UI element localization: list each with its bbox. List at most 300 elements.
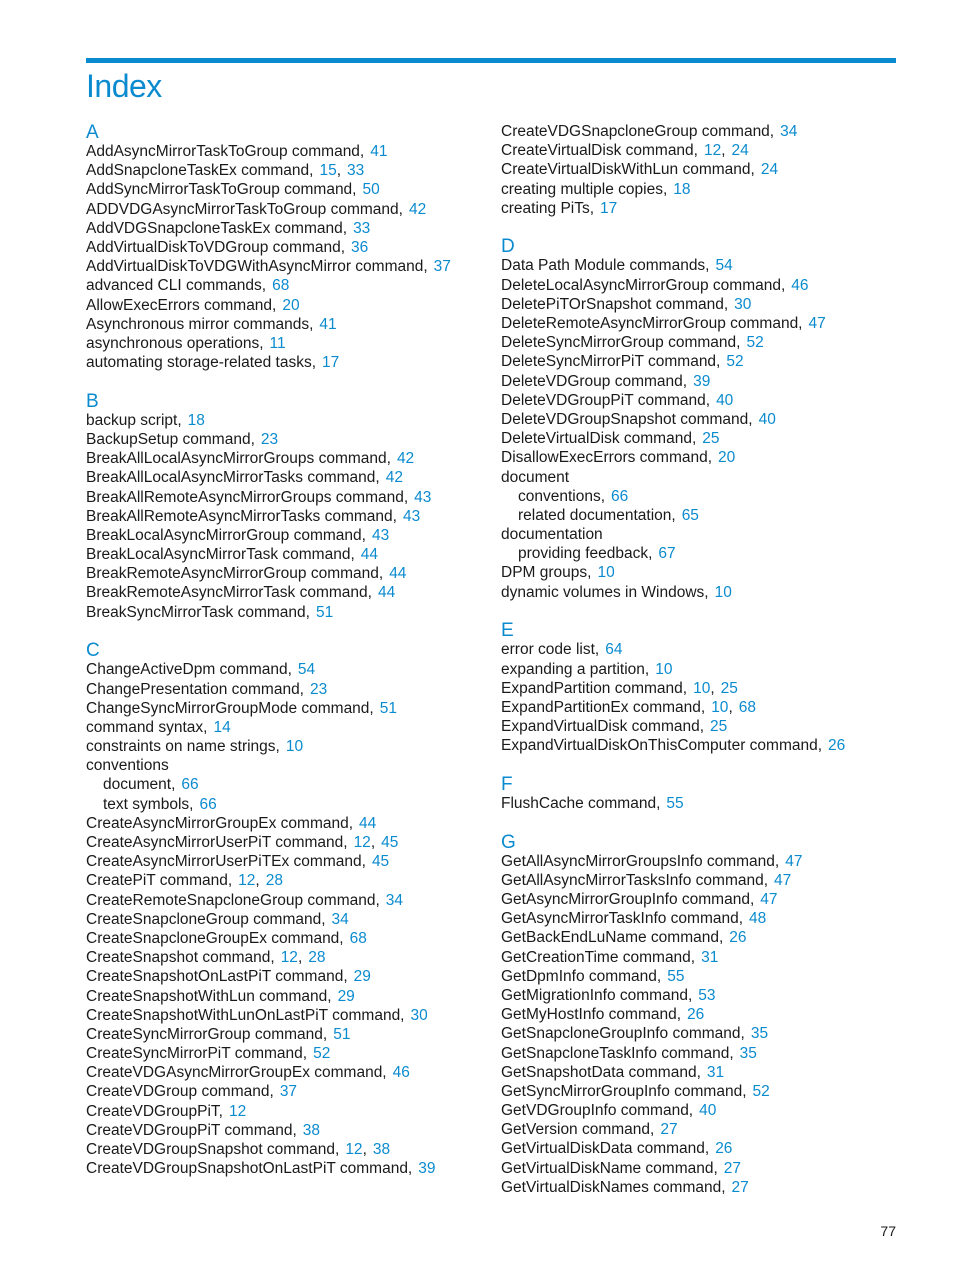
index-entry (501, 410, 896, 429)
index-entry (501, 736, 896, 755)
page-reference-link[interactable]: 51 (379, 699, 397, 717)
entry-term: BreakAllLocalAsyncMirrorTasks command, (86, 469, 380, 487)
index-entry (501, 640, 896, 659)
entry-term: CreateAsyncMirrorUserPiT command, (86, 834, 348, 851)
index-entry (86, 257, 486, 276)
page-reference-link[interactable]: 34 (780, 123, 798, 140)
page-reference-link[interactable]: 45 (371, 853, 390, 871)
index-entry (86, 929, 486, 948)
entry-term: GetSnapcloneGroupInfo command, (501, 1025, 745, 1043)
entry-term: DeleteVDGroupPiT command, (501, 391, 711, 409)
page-reference-link[interactable]: 31 (701, 948, 719, 966)
index-entry (86, 603, 486, 622)
page-reference-link[interactable]: 42 (408, 200, 427, 218)
page-reference-link[interactable]: 38 (302, 1121, 321, 1139)
page-reference-link[interactable]: 54 (715, 257, 733, 275)
index-entry (501, 352, 896, 371)
entry-term: document, (103, 776, 176, 794)
section-letter: G (501, 831, 516, 853)
index-entry (86, 891, 486, 910)
entry-term: CreateAsyncMirrorGroupEx command, (86, 814, 354, 832)
entry-term: GetDpmInfo command, (501, 967, 662, 985)
top-rule (86, 58, 896, 63)
page-reference-link[interactable]: 44 (359, 814, 377, 832)
page-reference-link[interactable]: 12 (280, 949, 298, 967)
page-reference-link[interactable]: 26 (729, 929, 747, 947)
index-entry (501, 429, 896, 448)
page-reference-link[interactable]: 24 (731, 142, 749, 160)
page-reference-link[interactable]: 43 (371, 526, 390, 544)
index-entry (501, 525, 896, 544)
entry-term: CreateVDGroupPiT command, (86, 1121, 297, 1139)
index-entry (501, 468, 896, 487)
index-entry (501, 1178, 896, 1197)
index-entry (86, 1159, 486, 1178)
index-entry (501, 1159, 896, 1178)
entry-term: BreakAllRemoteAsyncMirrorGroups command, (86, 488, 409, 506)
page-reference-link[interactable]: 68 (349, 929, 367, 947)
page-reference-link[interactable]: 47 (785, 852, 803, 870)
page-reference-link[interactable]: 28 (265, 872, 283, 890)
entry-term: constraints on name strings, (86, 738, 280, 756)
index-entry (501, 717, 896, 736)
index-entry (86, 449, 486, 468)
entry-term: DisallowExecErrors command, (501, 449, 713, 467)
index-section-b (86, 391, 486, 622)
page-reference-link[interactable]: 66 (181, 776, 199, 794)
page-reference-link[interactable]: 15 (319, 162, 337, 180)
entry-term: DeleteRemoteAsyncMirrorGroup command, (501, 315, 803, 332)
ref-separator: , (297, 949, 303, 967)
entry-term: Data Path Module commands, (501, 257, 710, 275)
page-reference-link[interactable]: 10 (714, 583, 732, 601)
index-entry (86, 200, 486, 219)
entry-term: CreateSnapcloneGroup command, (86, 910, 326, 928)
page-reference-link[interactable]: 27 (660, 1121, 678, 1139)
entry-term: BreakRemoteAsyncMirrorTask command, (86, 584, 372, 602)
page-reference-link[interactable]: 44 (377, 584, 396, 602)
entry-term: Asynchronous mirror commands, (86, 315, 314, 333)
index-entry (501, 295, 896, 314)
index-entry (501, 1005, 896, 1024)
page-reference-link[interactable]: 51 (333, 1025, 351, 1043)
page-reference-link[interactable]: 11 (269, 334, 286, 352)
index-entry (86, 737, 486, 756)
index-subentry (501, 506, 896, 525)
page-reference-link[interactable]: 43 (414, 488, 432, 506)
index-column-left (86, 122, 486, 1178)
entry-term: BreakLocalAsyncMirrorTask command, (86, 546, 355, 564)
entry-term: CreateSnapshotWithLun command, (86, 987, 332, 1005)
entry-term: conventions (86, 757, 169, 775)
entry-term: BreakLocalAsyncMirrorGroup command, (86, 526, 366, 544)
page-reference-link[interactable]: 52 (726, 353, 744, 371)
index-entry (86, 219, 486, 238)
section-letter: D (501, 236, 515, 258)
index-entry (86, 315, 486, 334)
page-reference-link[interactable]: 28 (308, 949, 326, 967)
page-reference-link[interactable]: 41 (319, 315, 337, 333)
entry-term: BreakAllLocalAsyncMirrorGroups command, (86, 450, 391, 468)
index-entry (86, 161, 486, 180)
entry-term: CreateVDGAsyncMirrorGroupEx command, (86, 1064, 387, 1082)
page-reference-link[interactable]: 29 (353, 968, 371, 986)
entry-term: ChangePresentation command, (86, 680, 304, 698)
index-entry (501, 1063, 896, 1082)
page-reference-link[interactable]: 12 (228, 1102, 247, 1120)
page-reference-link[interactable]: 37 (433, 258, 451, 276)
entry-term: conventions, (518, 487, 606, 505)
page-reference-link[interactable]: 26 (828, 737, 846, 755)
page-reference-link[interactable]: 67 (658, 545, 676, 563)
page-reference-link[interactable]: 17 (322, 354, 340, 372)
ref-separator: , (362, 1141, 367, 1158)
index-entry (501, 160, 896, 179)
entry-term: ExpandPartitionEx command, (501, 698, 706, 716)
index-entry (86, 1082, 486, 1101)
entry-term: GetVirtualDiskNames command, (501, 1178, 726, 1196)
entry-term: GetMyHostInfo command, (501, 1006, 682, 1024)
page-reference-link[interactable]: 18 (673, 180, 691, 198)
page-reference-link[interactable]: 66 (199, 795, 217, 813)
page-reference-link[interactable]: 10 (711, 698, 729, 716)
index-entry (86, 411, 486, 430)
index-entry (86, 583, 486, 602)
ref-separator: , (336, 162, 342, 180)
page-reference-link[interactable]: 54 (297, 661, 316, 679)
page-reference-link[interactable]: 17 (600, 199, 618, 217)
index-entry (501, 314, 896, 333)
page-reference-link[interactable]: 52 (752, 1082, 770, 1100)
page-reference-link[interactable]: 68 (272, 277, 290, 295)
page-reference-link[interactable]: 65 (681, 506, 699, 524)
page-reference-link[interactable]: 26 (687, 1006, 705, 1024)
index-section-f (501, 774, 896, 813)
entry-term: ExpandVirtualDisk command, (501, 718, 705, 736)
page-reference-link[interactable]: 47 (808, 315, 826, 332)
page-reference-link[interactable]: 51 (315, 603, 334, 621)
index-entry (501, 141, 896, 160)
entry-term: related documentation, (518, 506, 676, 524)
page-reference-link[interactable]: 47 (760, 891, 778, 908)
entry-term: FlushCache command, (501, 794, 661, 812)
page-reference-link[interactable]: 44 (389, 565, 407, 583)
index-entry (86, 852, 486, 871)
section-letter: C (86, 640, 100, 662)
entry-term: expanding a partition, (501, 660, 650, 678)
entry-term: CreateRemoteSnapcloneGroup command, (86, 891, 380, 909)
entry-term: ExpandVirtualDiskOnThisComputer command, (501, 737, 823, 755)
index-entry (86, 296, 486, 315)
entry-term: AddAsyncMirrorTaskToGroup command, (86, 143, 365, 160)
index-entry (501, 1139, 896, 1158)
entry-term: creating PiTs, (501, 199, 595, 217)
page-reference-link[interactable]: 43 (402, 507, 421, 525)
page-reference-link[interactable]: 35 (750, 1025, 769, 1043)
entry-term: GetVersion command, (501, 1121, 655, 1139)
entry-term: GetVDGroupInfo command, (501, 1102, 694, 1120)
index-entry (501, 563, 896, 582)
page-reference-link[interactable]: 26 (715, 1140, 733, 1158)
index-entry (86, 353, 486, 372)
entry-term: CreateVirtualDiskWithLun command, (501, 161, 755, 179)
page-reference-link[interactable]: 68 (738, 698, 756, 716)
page-reference-link[interactable]: 33 (347, 162, 365, 180)
page-reference-link[interactable]: 36 (351, 238, 369, 256)
entry-term: BreakRemoteAsyncMirrorGroup command, (86, 565, 384, 583)
index-entry (86, 814, 486, 833)
index-entry (501, 276, 896, 295)
entry-term: DeleteVDGroupSnapshot command, (501, 410, 753, 428)
index-entry (86, 180, 486, 199)
page-reference-link[interactable]: 25 (710, 718, 728, 736)
entry-term: AddVDGSnapcloneTaskEx command, (86, 219, 348, 237)
index-entry (501, 256, 896, 275)
index-entry (86, 1044, 486, 1063)
entry-term: CreateAsyncMirrorUserPiTEx command, (86, 853, 366, 871)
page-reference-link[interactable]: 39 (418, 1160, 436, 1178)
entry-term: ADDVDGAsyncMirrorTaskToGroup command, (86, 200, 403, 218)
page-reference-link[interactable]: 25 (702, 430, 720, 448)
entry-term: ChangeActiveDpm command, (86, 661, 292, 679)
entry-term: BreakSyncMirrorTask command, (86, 603, 310, 621)
page-reference-link[interactable]: 30 (734, 295, 752, 313)
entry-term: CreateVDGroupSnapshot command, (86, 1141, 340, 1158)
index-entry (86, 1102, 486, 1121)
entry-term: GetAllAsyncMirrorGroupsInfo command, (501, 852, 780, 870)
page-reference-link[interactable]: 20 (282, 296, 300, 314)
page-reference-link[interactable]: 27 (731, 1178, 749, 1196)
page-reference-link[interactable]: 41 (370, 143, 388, 160)
page-reference-link[interactable]: 20 (718, 449, 736, 467)
page-reference-link[interactable]: 18 (187, 411, 205, 429)
entry-term: ExpandPartition command, (501, 679, 688, 697)
page-reference-link[interactable]: 10 (597, 564, 615, 582)
entry-term: GetMigrationInfo command, (501, 986, 693, 1004)
index-entry (86, 545, 486, 564)
index-entry (501, 1044, 896, 1063)
ref-separator: , (721, 142, 726, 160)
entry-term: dynamic volumes in Windows, (501, 583, 709, 601)
index-entry (501, 948, 896, 967)
ref-separator: , (728, 698, 733, 716)
entry-term: error code list, (501, 641, 600, 659)
index-section-e (501, 620, 896, 755)
index-entry (86, 526, 486, 545)
page-reference-link[interactable]: 12 (345, 1141, 363, 1158)
entry-term: documentation (501, 526, 603, 544)
entry-term: asynchronous operations, (86, 334, 264, 352)
index-entry (86, 238, 486, 257)
entry-term: BreakAllRemoteAsyncMirrorTasks command, (86, 507, 397, 525)
page-reference-link[interactable]: 14 (213, 718, 231, 736)
page-reference-link[interactable]: 39 (693, 372, 711, 390)
index-entry (86, 718, 486, 737)
entry-term: DeleteVirtualDisk command, (501, 430, 697, 448)
entry-term: CreateVDGroupSnapshotOnLastPiT command, (86, 1160, 413, 1178)
page-reference-link[interactable]: 25 (720, 679, 738, 697)
page-reference-link[interactable]: 10 (285, 738, 304, 756)
page-reference-link[interactable]: 53 (698, 986, 716, 1004)
entry-term: CreateSyncMirrorPiT command, (86, 1045, 308, 1063)
index-entry (86, 833, 486, 852)
page-reference-link[interactable]: 27 (723, 1159, 742, 1177)
page-reference-link[interactable]: 23 (260, 430, 279, 448)
page-reference-link[interactable]: 64 (605, 641, 623, 659)
page-reference-link[interactable]: 46 (392, 1064, 410, 1082)
page-reference-link[interactable]: 10 (655, 660, 673, 678)
page-reference-link[interactable]: 52 (746, 334, 764, 352)
page-reference-link[interactable]: 50 (362, 181, 380, 199)
page-reference-link[interactable]: 42 (385, 469, 403, 487)
page-reference-link[interactable]: 55 (667, 967, 685, 985)
index-entry (86, 987, 486, 1006)
page-reference-link[interactable]: 29 (337, 987, 355, 1005)
entry-term: AddSnapcloneTaskEx command, (86, 162, 314, 180)
entry-term: GetAsyncMirrorTaskInfo command, (501, 910, 744, 928)
section-letter: F (501, 773, 513, 795)
index-entry (86, 871, 486, 890)
index-entry (501, 909, 896, 928)
page-reference-link[interactable]: 10 (693, 679, 711, 697)
entry-term: GetCreationTime command, (501, 948, 696, 966)
section-letter: A (86, 122, 99, 143)
index-entry (86, 1063, 486, 1082)
page-reference-link[interactable]: 52 (313, 1045, 331, 1063)
page-reference-link[interactable]: 40 (758, 410, 776, 428)
index-entry (501, 583, 896, 602)
index-section-d (501, 236, 896, 601)
index-subentry (86, 775, 486, 794)
page-reference-link[interactable]: 48 (749, 910, 767, 928)
entry-term: GetAllAsyncMirrorTasksInfo command, (501, 871, 769, 889)
entry-term: DPM groups, (501, 564, 592, 582)
index-entry (86, 488, 486, 507)
page-reference-link[interactable]: 37 (279, 1083, 298, 1101)
page-reference-link[interactable]: 31 (706, 1063, 725, 1081)
entry-term: CreateSnapshotOnLastPiT command, (86, 968, 348, 986)
index-entry (86, 468, 486, 487)
page-reference-link[interactable]: 55 (666, 794, 684, 812)
page-reference-link[interactable]: 34 (331, 910, 349, 928)
ref-separator: , (370, 834, 376, 851)
entry-term: CreateVDGroupPiT, (86, 1102, 223, 1120)
page-reference-link[interactable]: 35 (739, 1044, 757, 1062)
index-entry (501, 333, 896, 352)
index-entry (86, 1140, 486, 1159)
index-entry (501, 871, 896, 890)
index-section-continued (501, 122, 896, 218)
index-entry (86, 756, 486, 775)
index-entry (501, 660, 896, 679)
index-section-g (501, 832, 896, 1197)
page-reference-link[interactable]: 47 (774, 871, 792, 889)
index-subentry (501, 487, 896, 506)
index-entry (501, 391, 896, 410)
index-entry (501, 1101, 896, 1120)
page-reference-link[interactable]: 30 (410, 1006, 428, 1024)
index-column-right (501, 122, 896, 1197)
entry-term: GetVirtualDiskName command, (501, 1159, 718, 1177)
page-reference-link[interactable]: 45 (381, 834, 399, 851)
entry-term: GetBackEndLuName command, (501, 929, 724, 947)
page-reference-link[interactable]: 44 (360, 546, 379, 564)
entry-term: advanced CLI commands, (86, 277, 267, 295)
entry-term: backup script, (86, 411, 182, 429)
index-entry (86, 430, 486, 449)
page-reference-link[interactable]: 40 (699, 1102, 717, 1120)
index-entry (86, 1121, 486, 1140)
entry-term: CreateSnapshot command, (86, 949, 275, 967)
index-entry (86, 967, 486, 986)
page-reference-link[interactable]: 42 (396, 450, 415, 468)
page-reference-link[interactable]: 24 (760, 161, 779, 179)
index-entry (86, 1006, 486, 1025)
index-entry (86, 142, 486, 161)
entry-term: GetSyncMirrorGroupInfo command, (501, 1082, 747, 1100)
entry-term: document (501, 468, 570, 486)
entry-term: creating multiple copies, (501, 180, 668, 198)
page-number: 77 (880, 1223, 896, 1239)
entry-term: AddSyncMirrorTaskToGroup command, (86, 181, 357, 199)
page-reference-link[interactable]: 12 (353, 834, 371, 851)
index-entry (86, 507, 486, 526)
entry-term: CreateSyncMirrorGroup command, (86, 1025, 328, 1043)
page-reference-link[interactable]: 12 (703, 142, 722, 160)
index-entry (501, 1082, 896, 1101)
entry-term: AllowExecErrors command, (86, 296, 277, 314)
page-reference-link[interactable]: 40 (716, 391, 734, 409)
page-reference-link[interactable]: 33 (353, 219, 371, 237)
entry-term: ChangeSyncMirrorGroupMode command, (86, 699, 374, 717)
page-reference-link[interactable]: 12 (238, 872, 256, 890)
entry-term: text symbols, (103, 795, 194, 813)
index-entry (86, 680, 486, 699)
index-entry (86, 910, 486, 929)
entry-term: AddVirtualDiskToVDGroup command, (86, 238, 346, 256)
index-section-a (86, 122, 486, 372)
index-entry (86, 660, 486, 679)
index-entry (501, 794, 896, 813)
entry-term: CreateVDGroup command, (86, 1083, 274, 1101)
index-entry (501, 448, 896, 467)
index-entry (86, 699, 486, 718)
page-reference-link[interactable]: 23 (310, 680, 328, 698)
index-entry (501, 679, 896, 698)
entry-term: DeletePiTOrSnapshot command, (501, 295, 729, 313)
index-entry (86, 276, 486, 295)
entry-term: CreateSnapcloneGroupEx command, (86, 929, 344, 947)
entry-term: BackupSetup command, (86, 430, 255, 448)
entry-term: GetAsyncMirrorGroupInfo command, (501, 891, 755, 908)
page-reference-link[interactable]: 34 (385, 891, 404, 909)
page-reference-link[interactable]: 38 (372, 1141, 391, 1158)
index-entry (86, 334, 486, 353)
index-entry (501, 928, 896, 947)
entry-term: DeleteSyncMirrorPiT command, (501, 353, 721, 371)
page-title: Index (86, 68, 162, 104)
entry-term: GetVirtualDiskData command, (501, 1140, 710, 1158)
entry-term: providing feedback, (518, 545, 653, 563)
entry-term: automating storage-related tasks, (86, 354, 317, 372)
index-section-c (86, 640, 486, 1178)
index-entry (501, 967, 896, 986)
index-entry (501, 1120, 896, 1139)
page-reference-link[interactable]: 46 (791, 276, 809, 294)
entry-term: GetSnapcloneTaskInfo command, (501, 1044, 734, 1062)
section-letter: E (501, 620, 514, 642)
page-reference-link[interactable]: 66 (611, 487, 629, 505)
